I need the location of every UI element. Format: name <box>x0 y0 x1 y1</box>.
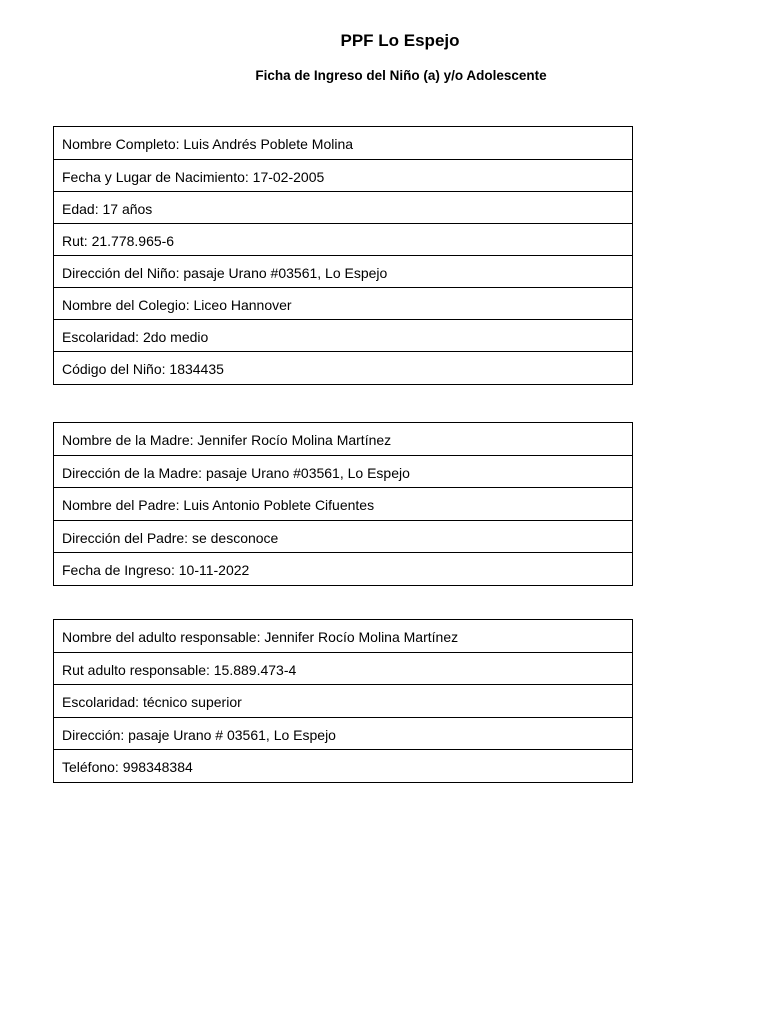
table-row <box>54 160 632 192</box>
field-label: Dirección del Padre: <box>62 530 189 546</box>
table-row <box>54 488 632 521</box>
field-value: 17-02-2005 <box>252 169 325 185</box>
field-label: Escolaridad: <box>62 694 140 710</box>
field-label: Teléfono: <box>62 759 119 775</box>
field-label: Rut adulto responsable: <box>62 662 210 678</box>
field-label: Nombre del Colegio: <box>62 297 190 313</box>
field-value: 21.778.965-6 <box>91 233 175 249</box>
table-row <box>54 750 632 783</box>
field-label: Nombre del adulto responsable: <box>62 629 261 645</box>
form-subtitle: Ficha de Ingreso del Niño (a) y/o Adolescente <box>255 68 547 83</box>
field-value: pasaje Urano #03561, Lo Espejo <box>183 265 388 281</box>
field-value: 1834435 <box>169 361 224 377</box>
field-label: Dirección de la Madre: <box>62 465 203 481</box>
field-value: 17 años <box>102 201 153 217</box>
field-value: 15.889.473-4 <box>213 662 297 678</box>
field-value: Liceo Hannover <box>193 297 292 313</box>
table-row <box>54 127 632 160</box>
page-title: PPF Lo Espejo <box>340 31 460 50</box>
field-value: 2do medio <box>142 329 209 345</box>
field-label: Edad: <box>62 201 99 217</box>
table-row <box>54 456 632 488</box>
table-row <box>54 553 632 586</box>
table-row <box>54 192 632 224</box>
table-row <box>54 521 632 553</box>
field-value: Jennifer Rocío Molina Martínez <box>197 432 392 448</box>
field-label: Fecha y Lugar de Nacimiento: <box>62 169 249 185</box>
field-label: Nombre de la Madre: <box>62 432 194 448</box>
field-value: técnico superior <box>142 694 242 710</box>
field-value: 10-11-2022 <box>178 562 250 578</box>
field-label: Nombre del Padre: <box>62 497 180 513</box>
table-row <box>54 718 632 750</box>
field-value: 998348384 <box>122 759 193 775</box>
table-row <box>54 224 632 256</box>
field-label: Nombre Completo: <box>62 136 180 152</box>
field-label: Código del Niño: <box>62 361 166 377</box>
child-info-table <box>53 126 633 385</box>
table-row <box>54 320 632 352</box>
field-value: Luis Antonio Poblete Cifuentes <box>183 497 375 513</box>
table-row <box>54 685 632 718</box>
table-row <box>54 352 632 385</box>
field-label: Escolaridad: <box>62 329 140 345</box>
field-value: pasaje Urano #03561, Lo Espejo <box>205 465 410 481</box>
field-value: pasaje Urano # 03561, Lo Espejo <box>128 727 336 743</box>
field-value: Jennifer Rocío Molina Martínez <box>264 629 459 645</box>
table-row <box>54 288 632 320</box>
field-value: se desconoce <box>191 530 279 546</box>
field-label: Dirección: <box>62 727 125 743</box>
field-value: Luis Andrés Poblete Molina <box>183 136 354 152</box>
field-label: Rut: <box>62 233 88 249</box>
table-row <box>54 653 632 685</box>
parents-info-table <box>53 422 633 586</box>
table-row <box>54 620 632 653</box>
guardian-info-table <box>53 619 633 783</box>
field-label: Fecha de Ingreso: <box>62 562 175 578</box>
table-row <box>54 256 632 288</box>
table-row <box>54 423 632 456</box>
field-label: Dirección del Niño: <box>62 265 180 281</box>
